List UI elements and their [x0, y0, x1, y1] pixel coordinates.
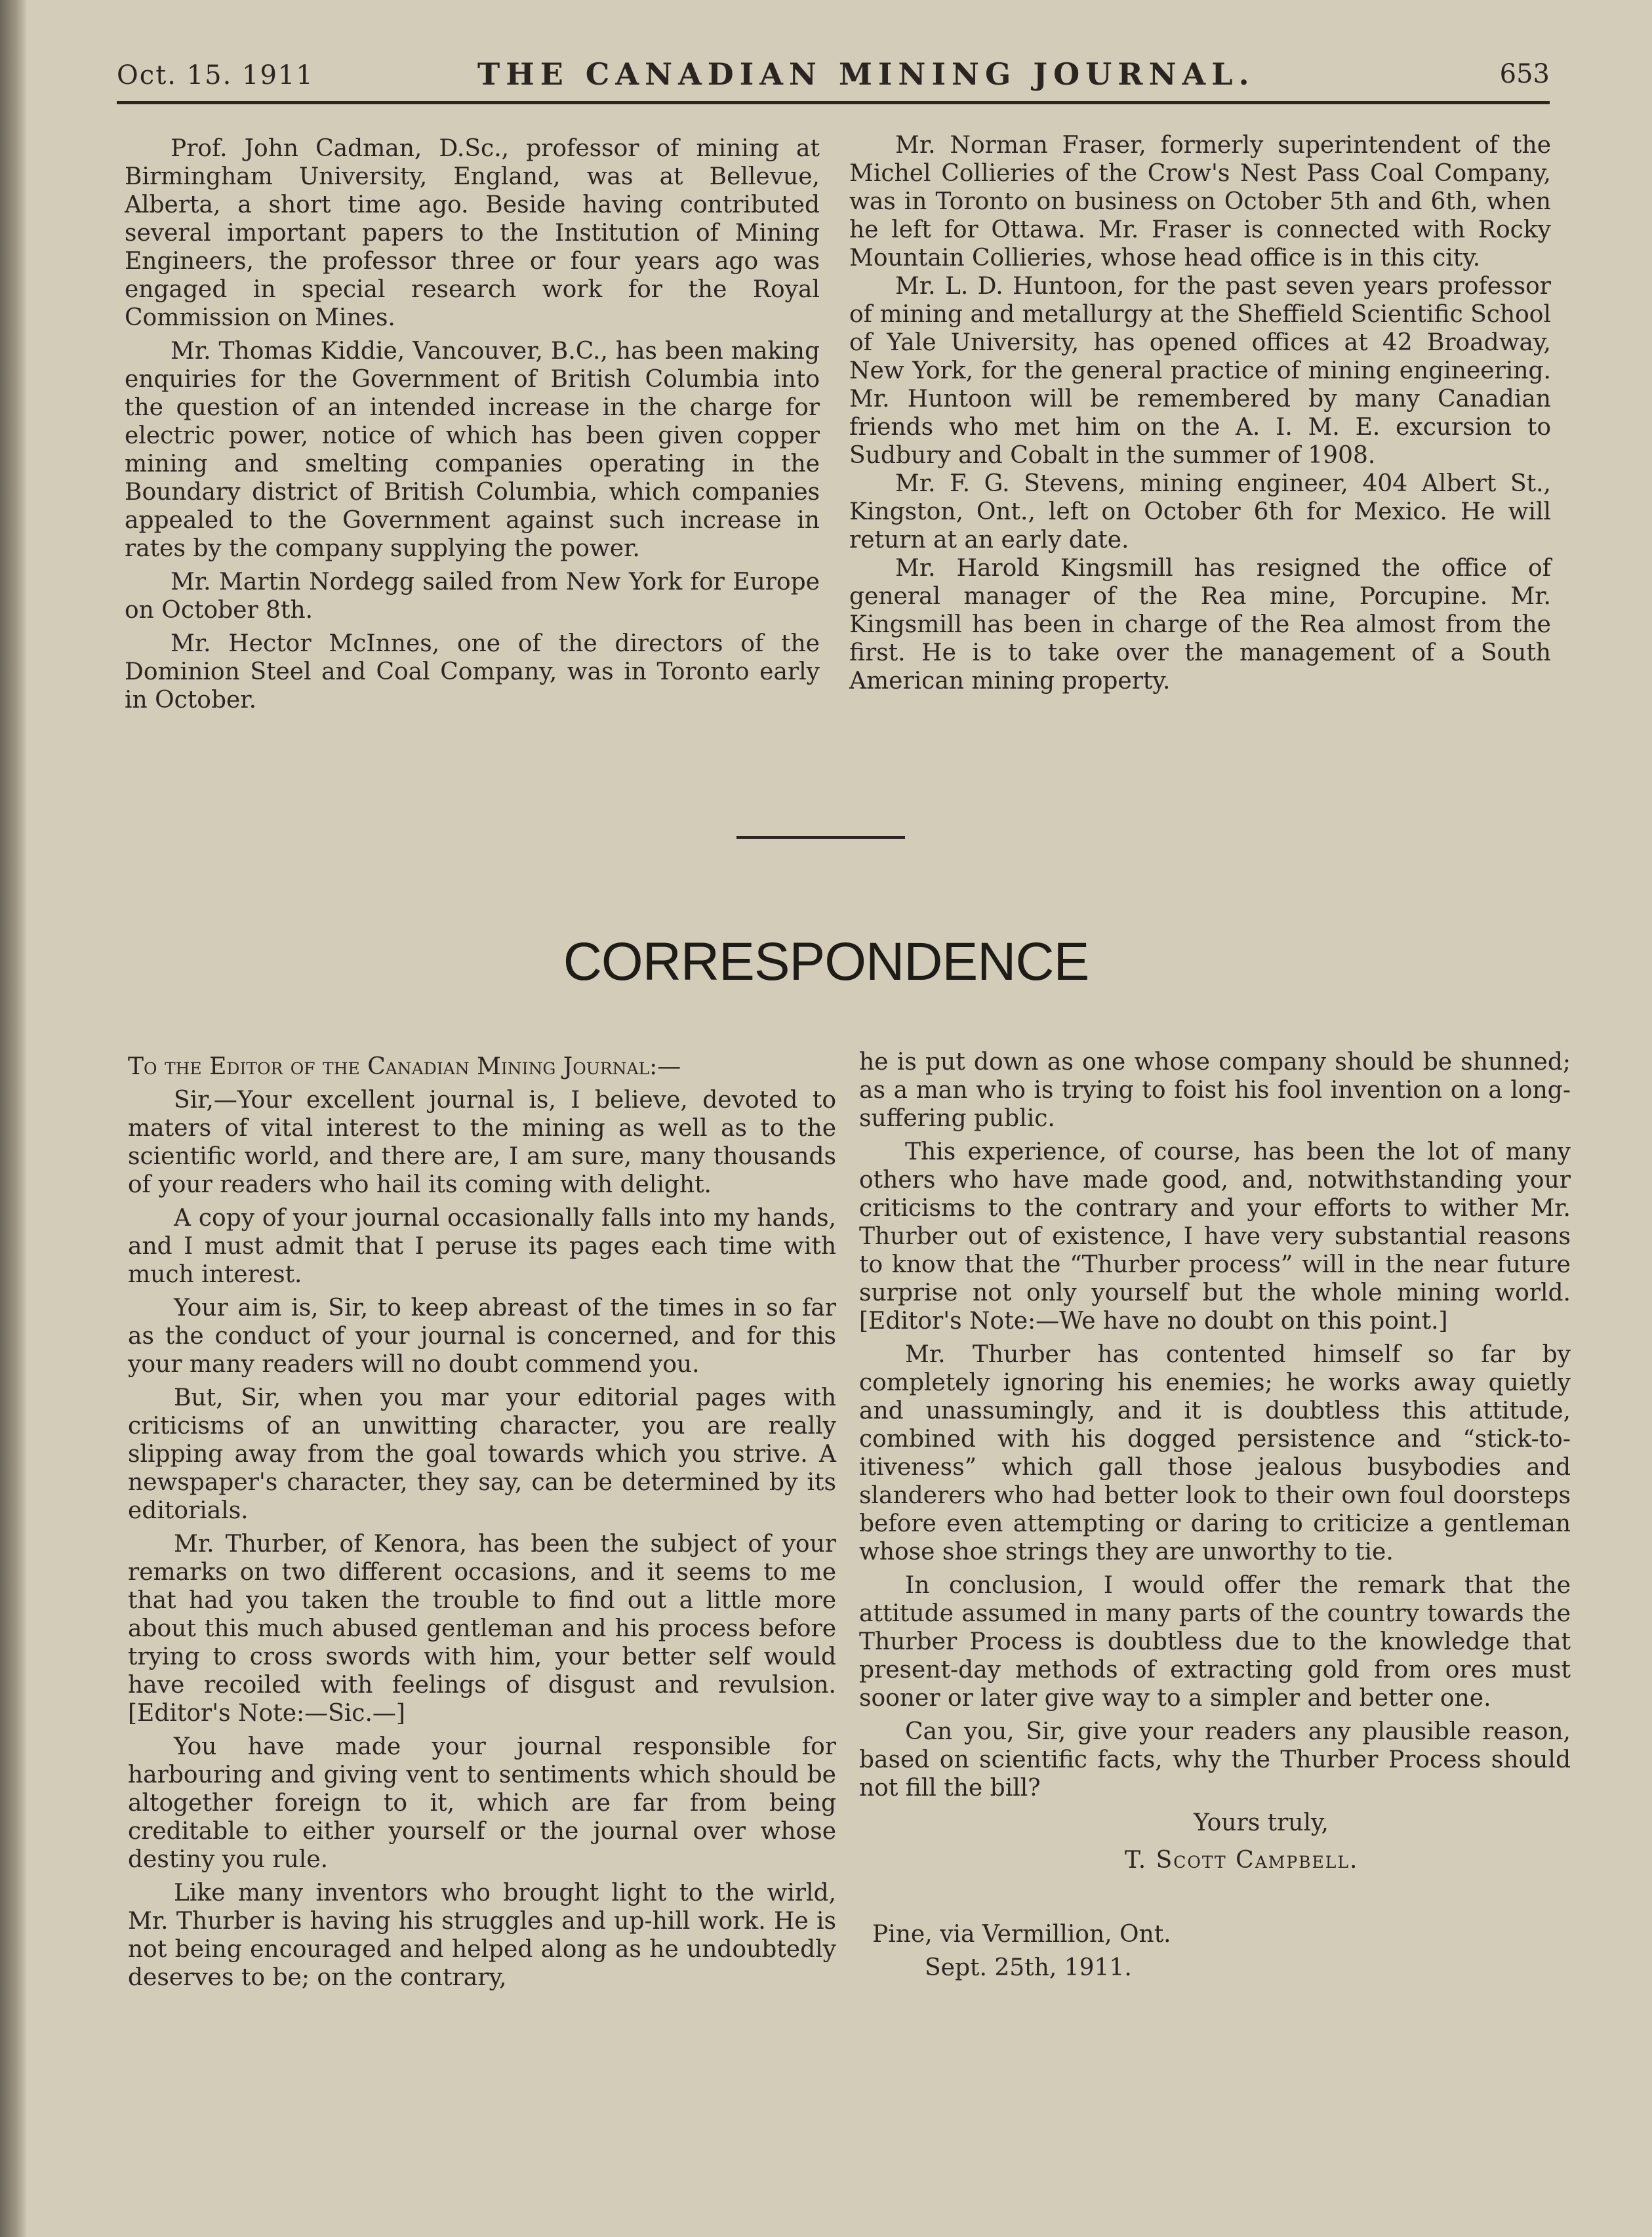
letter-right-column: [859, 1048, 1571, 1987]
letter-paragraph: You have made your journal responsible for harbouring and giving vent to sentiments which should be altogether foreign to it, which are far from being creditable to either yourself or the journal over whose destiny you rule.: [128, 1733, 836, 1873]
note-kiddie: Mr. Thomas Kiddie, Vancouver, B.C., has been making enquiries for the Government of British Columbia into the question of an intended increase in the charge for electric power, notice of which has been given copper mining and smelting companies operating in the Boundary district of British Columbia, which companies appealed to the Government against such increase in rates by the company supplying the power.: [125, 338, 820, 562]
binding-gutter: [0, 0, 26, 2237]
letter-left-column: [128, 1053, 836, 1997]
note-cadman: Prof. John Cadman, D.Sc., professor of mining at Birmingham University, England, was at Bellevue, Alberta, a short time ago. Beside having contributed several important papers to the Institution of Mining Engineers, the professor three or four years ago was engaged in special research work for the Royal Commission on Mines.: [125, 135, 820, 331]
note-huntoon: Mr. L. D. Huntoon, for the past seven years professor of mining and metallurgy at the Sheffield Scientific School of Yale University, has opened offices at 42 Broadway, New York, for the general practice of mining engineering. Mr. Huntoon will be remembered by many Canadian friends who met him on the A. I. M. E. excursion to Sudbury and Cobalt in the summer of 1908.: [849, 273, 1551, 469]
note-fraser: Mr. Norman Fraser, formerly superintendent of the Michel Collieries of the Crow's Nest Pass Coal Company, was in Toronto on business on October 5th and 6th, when he left for Ottawa. Mr. Fraser is connected with Rocky Mountain Collieries, whose head office is in this city.: [849, 132, 1551, 272]
page-number: 653: [1499, 59, 1550, 89]
letter-paragraph: But, Sir, when you mar your editorial pages with criticisms of an unwitting character, you are really slipping away from the goal towards which you strive. A newspaper's character, they say, can be determined by its editorials.: [128, 1384, 836, 1524]
running-head: [117, 56, 1550, 106]
letter-paragraph: In conclusion, I would offer the remark that the attitude assumed in many parts of the country towards the Thurber Process is doubtless due to the knowledge that present-day methods of extracting gold from ores must sooner or later give way to a simpler and better one.: [859, 1572, 1571, 1712]
letter-paragraph: A copy of your journal occasionally falls into my hands, and I must admit that I peruse its pages each time with much interest.: [128, 1205, 836, 1288]
letter-signature: T. Scott Campbell.: [1125, 1847, 1359, 1874]
note-stevens: Mr. F. G. Stevens, mining engineer, 404 Albert St., Kingston, Ont., left on October 6th for Mexico. He will return at an early date.: [849, 470, 1551, 554]
letter-paragraph: Mr. Thurber has contented himself so far by completely ignoring his enemies; he works away quietly and unassumingly, and it is doubtless this attitude, combined with his dogged persistence and “stick-to-itiveness” which gall those jealous busybodies and slanderers who had better look to their own foul doorsteps before even attempting or daring to criticize a gentleman whose shoe strings they are unworthy to tie.: [859, 1341, 1571, 1565]
issue-date: Oct. 15. 1911: [117, 60, 314, 91]
personal-notes-left-column: [125, 134, 820, 719]
letter-paragraph: Your aim is, Sir, to keep abreast of the times in so far as the conduct of your journal is concerned, and for this your many readers will no doubt commend you.: [128, 1295, 836, 1378]
letter-closing: Yours truly,: [1194, 1809, 1329, 1836]
letter-paragraph: This experience, of course, has been the lot of many others who have made good, and, notwithstanding your criticisms to the contrary and your efforts to wither Mr. Thurber out of existence, I have very substantial reasons to know that the “Thurber process” will in the near future surprise not only yourself but the whole mining world. [Editor's Note:—We have no doubt on this point.]: [859, 1139, 1571, 1335]
letter-paragraph: Sir,—Your excellent journal is, I believe, devoted to maters of vital interest to the mining as well as to the scientific world, and there are, I am sure, many thousands of your readers who hail its coming with delight.: [128, 1087, 836, 1198]
letter-place: Pine, via Vermillion, Ont.: [872, 1921, 1171, 1948]
section-divider: [736, 836, 905, 839]
letter-paragraph: Can you, Sir, give your readers any plausible reason, based on scientific facts, why the Thurber Process should not fill the bill?: [859, 1718, 1571, 1802]
letter-paragraph: Mr. Thurber, of Kenora, has been the subject of your remarks on two different occasions, and it seems to me that had you taken the trouble to find out a little more about this much abused gentleman and his process before trying to cross swords with him, your better self would have recoiled with feelings of disgust and revulsion. [Editor's Note:—Sic.—]: [128, 1531, 836, 1727]
letter-paragraph: he is put down as one whose company should be shunned; as a man who is trying to foist his fool invention on a long-suffering public.: [859, 1049, 1571, 1132]
note-nordegg: Mr. Martin Nordegg sailed from New York for Europe on October 8th.: [125, 569, 820, 624]
letter-paragraph: Like many inventors who brought light to the wirld, Mr. Thurber is having his struggles and up-hill work. He is not being encouraged and helped along as he undoubtedly deserves to be; on the contrary,: [128, 1880, 836, 1991]
section-heading: CORRESPONDENCE: [563, 932, 1089, 992]
journal-title: THE CANADIAN MINING JOURNAL.: [477, 56, 1255, 92]
note-mcinnes: Mr. Hector McInnes, one of the directors of the Dominion Steel and Coal Company, was in Toronto early in October.: [125, 630, 820, 714]
letter-salutation: To the Editor of the Canadian Mining Journal:—: [128, 1053, 681, 1080]
letter-date: Sept. 25th, 1911.: [925, 1954, 1132, 1981]
note-kingsmill: Mr. Harold Kingsmill has resigned the office of general manager of the Rea mine, Porcupine. Mr. Kingsmill has been in charge of the Rea almost from the first. He is to take over the management of a South American mining property.: [849, 555, 1551, 695]
personal-notes-right-column: [849, 131, 1551, 695]
header-rule: [117, 101, 1550, 104]
